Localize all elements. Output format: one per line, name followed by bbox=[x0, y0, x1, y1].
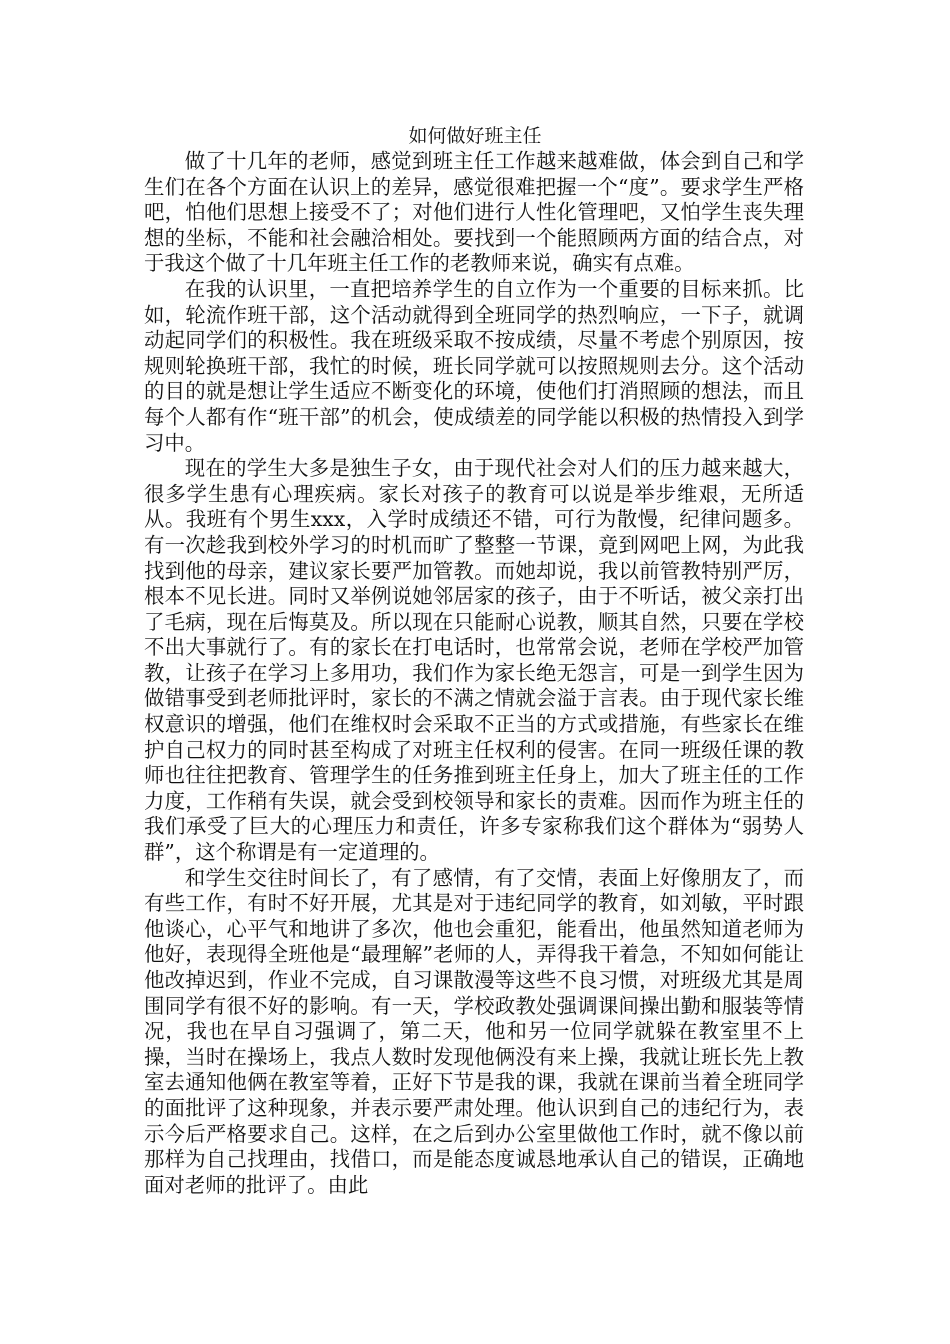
document-title: 如何做好班主任 bbox=[408, 125, 542, 147]
paragraph-2: 在我的认识里，一直把培养学生的自立作为一个重要的目标来抓。比如，轮流作班干部，这个活动就得到全班同学的热烈响应，一下子，就调动起同学们的积极性。我在班级采取不按成绩，尽量不考虑个别原因，按规则轮换班干部，我忙的时候，班长同学就可以按照规则去分。这个活动的目的就是想让学生适应不断变化的环境，使他们打消照顾的想法，而且每个人都有作“班干部”的机会，使成绩差的同学能以积极的热情投入到学习中。 bbox=[144, 276, 804, 455]
paragraph-4: 和学生交往时间长了，有了感情，有了交情，表面上好像朋友了，而有些工作，有时不好开展，尤其是对于违纪同学的教育，如刘敏，平时跟他谈心，心平气和地讲了多次，他也会重犯，能看出，他虽然知道老师为他好，表现得全班他是“最理解”老师的人，弄得我干着急，不知如何能让他改掉迟到，作业不完成，自习课散漫等这些不良习惯，对班级尤其是周围同学有很不好的影响。有一天，学校政教处强调课间操出勤和服装等情况，我也在早自习强调了，第二天，他和另一位同学就躲在教室里不上操，当时在操场上，我点人数时发现他俩没有来上操，我就让班长先上教室去通知他俩在教室等着，正好下节是我的课，我就在课前当着全班同学的面批评了这种现象，并表示要严肃处理。他认识到自己的违纪行为，表示今后严格要求自己。这样，在之后到办公室里做他工作时，就不像以前那样为自己找理由，找借口，而是能态度诚恳地承认自己的错误，正确地面对老师的批评了。由此 bbox=[144, 865, 804, 1197]
paragraph-3: 现在的学生大多是独生子女，由于现代社会对人们的压力越来越大，很多学生患有心理疾病。家长对孩子的教育可以说是举步维艰，无所适从。我班有个男生xxx，入学时成绩还不错，可行为散慢，纪律问题多。有一次趁我到校外学习的时机而旷了整整一节课，竟到网吧上网，为此我找到他的母亲，建议家长要严加管教。而她却说，我以前管教特别严厉，根本不见长进。同时又举例说她邻居家的孩子，由于不听话，被父亲打出了毛病，现在后悔莫及。所以现在只能耐心说教，顺其自然，只要在学校不出大事就行了。有的家长在打电话时，也常常会说，老师在学校严加管教，让孩子在学习上多用功，我们作为家长绝无怨言，可是一到学生因为做错事受到老师批评时，家长的不满之情就会溢于言表。由于现代家长维权意识的增强，他们在维权时会采取不正当的方式或措施，有些家长在维护自己权力的同时甚至构成了对班主任权利的侵害。在同一班级任课的教师也往往把教育、管理学生的任务推到班主任身上，加大了班主任的工作力度，工作稍有失误，就会受到校领导和家长的责难。因而作为班主任的我们承受了巨大的心理压力和责任，许多专家称我们这个群体为“弱势人群”，这个称谓是有一定道理的。 bbox=[144, 456, 804, 865]
document-body bbox=[144, 149, 804, 1198]
paragraph-1: 做了十几年的老师，感觉到班主任工作越来越难做，体会到自己和学生们在各个方面在认识上的差异，感觉很难把握一个“度”。要求学生严格吧，怕他们思想上接受不了；对他们进行人性化管理吧，又怕学生丧失理想的坐标，不能和社会融洽相处。要找到一个能照顾两方面的结合点，对于我这个做了十几年班主任工作的老教师来说，确实有点难。 bbox=[144, 149, 804, 276]
